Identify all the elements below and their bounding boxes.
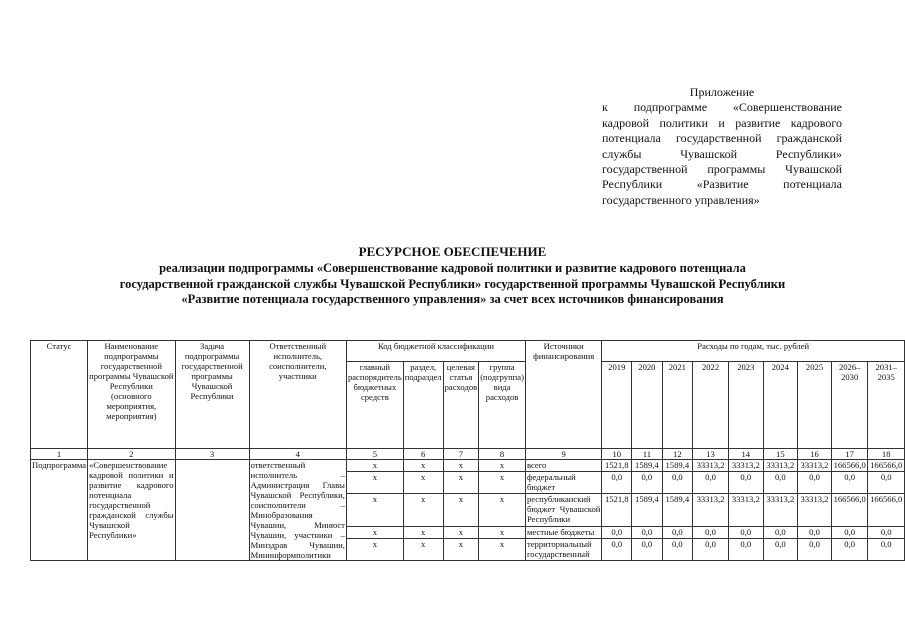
code-cell: x bbox=[346, 460, 403, 472]
column-number: 10 bbox=[602, 449, 632, 460]
column-number: 2 bbox=[88, 449, 175, 460]
column-number: 15 bbox=[763, 449, 798, 460]
column-number: 1 bbox=[31, 449, 88, 460]
header-expenses: Расходы по годам, тыс. рублей bbox=[602, 341, 905, 362]
value-cell: 0,0 bbox=[693, 538, 729, 560]
value-cell: 1521,8 bbox=[602, 460, 632, 472]
value-cell: 33313,2 bbox=[693, 494, 729, 527]
column-number: 13 bbox=[693, 449, 729, 460]
appendix-block bbox=[602, 85, 842, 208]
code-cell: x bbox=[403, 526, 443, 538]
header-task: Задача подпрограммы государственной программы Чувашской Республики bbox=[175, 341, 249, 449]
column-number: 3 bbox=[175, 449, 249, 460]
code-cell: x bbox=[403, 460, 443, 472]
value-cell: 0,0 bbox=[662, 526, 692, 538]
value-cell: 166566,0 bbox=[868, 460, 905, 472]
source-cell: республиканский бюджет Чувашской Республики bbox=[525, 494, 601, 527]
code-cell: x bbox=[443, 538, 479, 560]
column-number-row bbox=[31, 449, 905, 460]
row-name: «Совершенствование кадровой политики и развитие кадрового потенциала государственной гражданской службы Чувашской Республики» bbox=[88, 460, 175, 561]
code-cell: x bbox=[443, 494, 479, 527]
row-responsible: ответственный исполнитель – Администрация Главы Чувашской Республики, соисполнители – Минобразования Чувашии, Минюст Чувашии, участники – Минздрав Чувашии, Мининформполитики bbox=[250, 460, 345, 560]
value-cell: 0,0 bbox=[729, 526, 764, 538]
row-task bbox=[175, 460, 249, 561]
header-year: 2021 bbox=[662, 362, 692, 449]
value-cell: 0,0 bbox=[729, 471, 764, 493]
code-cell: x bbox=[479, 538, 526, 560]
header-year: 2031–2035 bbox=[868, 362, 905, 449]
appendix-text: к подпрограмме «Совершенствование кадровой политики и развитие кадрового потенциала государственной гражданской службы Чувашской Республики» государственной программы Чувашской Республики «Развитие потенциала государственного управления» bbox=[602, 100, 842, 207]
value-cell: 0,0 bbox=[602, 526, 632, 538]
header-code-article: целевая статья расходов bbox=[443, 362, 479, 449]
value-cell: 0,0 bbox=[868, 526, 905, 538]
header-status: Статус bbox=[31, 341, 88, 449]
value-cell: 0,0 bbox=[602, 538, 632, 560]
value-cell: 0,0 bbox=[831, 471, 867, 493]
value-cell: 166566,0 bbox=[831, 494, 867, 527]
code-cell: x bbox=[479, 526, 526, 538]
value-cell: 33313,2 bbox=[763, 460, 798, 472]
value-cell: 0,0 bbox=[729, 538, 764, 560]
value-cell: 33313,2 bbox=[693, 460, 729, 472]
header-year: 2024 bbox=[763, 362, 798, 449]
column-number: 5 bbox=[346, 449, 403, 460]
code-cell: x bbox=[479, 494, 526, 527]
source-cell: федеральный бюджет bbox=[525, 471, 601, 493]
row-status: Подпрограмма bbox=[31, 460, 88, 561]
column-number: 16 bbox=[798, 449, 832, 460]
code-cell: x bbox=[346, 471, 403, 493]
header-year: 2025 bbox=[798, 362, 832, 449]
header-sources: Источники финансирования bbox=[525, 341, 601, 449]
code-cell: x bbox=[443, 471, 479, 493]
value-cell: 0,0 bbox=[632, 538, 662, 560]
column-number: 18 bbox=[868, 449, 905, 460]
header-year: 2023 bbox=[729, 362, 764, 449]
value-cell: 0,0 bbox=[831, 526, 867, 538]
header-year: 2020 bbox=[632, 362, 662, 449]
value-cell: 0,0 bbox=[662, 538, 692, 560]
header-year: 2019 bbox=[602, 362, 632, 449]
value-cell: 1521,8 bbox=[602, 494, 632, 527]
value-cell: 166566,0 bbox=[868, 494, 905, 527]
column-number: 11 bbox=[632, 449, 662, 460]
value-cell: 0,0 bbox=[868, 471, 905, 493]
heading-title: РЕСУРСНОЕ ОБЕСПЕЧЕНИЕ bbox=[358, 244, 547, 259]
code-cell: x bbox=[346, 526, 403, 538]
appendix-title: Приложение bbox=[689, 85, 755, 99]
column-number: 9 bbox=[525, 449, 601, 460]
code-cell: x bbox=[346, 538, 403, 560]
value-cell: 0,0 bbox=[632, 526, 662, 538]
code-cell: x bbox=[403, 494, 443, 527]
code-cell: x bbox=[443, 526, 479, 538]
column-number: 12 bbox=[662, 449, 692, 460]
value-cell: 33313,2 bbox=[798, 460, 832, 472]
value-cell: 1589,4 bbox=[662, 460, 692, 472]
value-cell: 0,0 bbox=[798, 538, 832, 560]
value-cell: 0,0 bbox=[798, 526, 832, 538]
header-budget-code: Код бюджетной классификации bbox=[346, 341, 525, 362]
header-code-grbs: главный распорядитель бюджетных средств bbox=[346, 362, 403, 449]
header-code-section: раздел, подраздел bbox=[403, 362, 443, 449]
resource-table bbox=[30, 340, 905, 561]
value-cell: 33313,2 bbox=[763, 494, 798, 527]
code-cell: x bbox=[403, 538, 443, 560]
code-cell: x bbox=[479, 471, 526, 493]
value-cell: 0,0 bbox=[763, 538, 798, 560]
source-cell: местные бюджеты bbox=[525, 526, 601, 538]
value-cell: 166566,0 bbox=[831, 460, 867, 472]
code-cell: x bbox=[479, 460, 526, 472]
code-cell: x bbox=[403, 471, 443, 493]
value-cell: 0,0 bbox=[798, 471, 832, 493]
value-cell: 0,0 bbox=[763, 471, 798, 493]
header-name: Наименование подпрограммы государственной программы Чувашской Республики (основного мероприятия, мероприятия) bbox=[88, 341, 175, 449]
value-cell: 0,0 bbox=[662, 471, 692, 493]
heading-line-1: реализации подпрограммы «Совершенствование кадровой политики и развитие кадрового потенциала bbox=[159, 261, 746, 275]
value-cell: 33313,2 bbox=[729, 460, 764, 472]
table-row bbox=[31, 460, 905, 472]
header-code-group: группа (подгруппа) вида расходов bbox=[479, 362, 526, 449]
source-cell: всего bbox=[525, 460, 601, 472]
value-cell: 1589,4 bbox=[632, 460, 662, 472]
code-cell: x bbox=[443, 460, 479, 472]
value-cell: 0,0 bbox=[693, 471, 729, 493]
column-number: 4 bbox=[249, 449, 346, 460]
header-row-1 bbox=[31, 341, 905, 362]
heading-line-2: государственной гражданской службы Чувашской Республики» государственной программы Чувашской Республики bbox=[119, 276, 786, 291]
value-cell: 0,0 bbox=[831, 538, 867, 560]
value-cell: 0,0 bbox=[763, 526, 798, 538]
header-year: 2026–2030 bbox=[831, 362, 867, 449]
header-year: 2022 bbox=[693, 362, 729, 449]
column-number: 8 bbox=[479, 449, 526, 460]
header-responsible: Ответственный исполнитель, соисполнители, участники bbox=[249, 341, 346, 449]
heading-line-3: «Развитие потенциала государственного управления» за счет всех источников финансирования bbox=[181, 292, 724, 306]
column-number: 7 bbox=[443, 449, 479, 460]
column-number: 6 bbox=[403, 449, 443, 460]
value-cell: 0,0 bbox=[602, 471, 632, 493]
document-heading bbox=[40, 244, 865, 308]
value-cell: 1589,4 bbox=[662, 494, 692, 527]
column-number: 17 bbox=[831, 449, 867, 460]
value-cell: 33313,2 bbox=[798, 494, 832, 527]
code-cell: x bbox=[346, 494, 403, 527]
value-cell: 33313,2 bbox=[729, 494, 764, 527]
value-cell: 0,0 bbox=[632, 471, 662, 493]
source-cell: территориальный государственный bbox=[525, 538, 601, 560]
value-cell: 1589,4 bbox=[632, 494, 662, 527]
value-cell: 0,0 bbox=[693, 526, 729, 538]
column-number: 14 bbox=[729, 449, 764, 460]
value-cell: 0,0 bbox=[868, 538, 905, 560]
